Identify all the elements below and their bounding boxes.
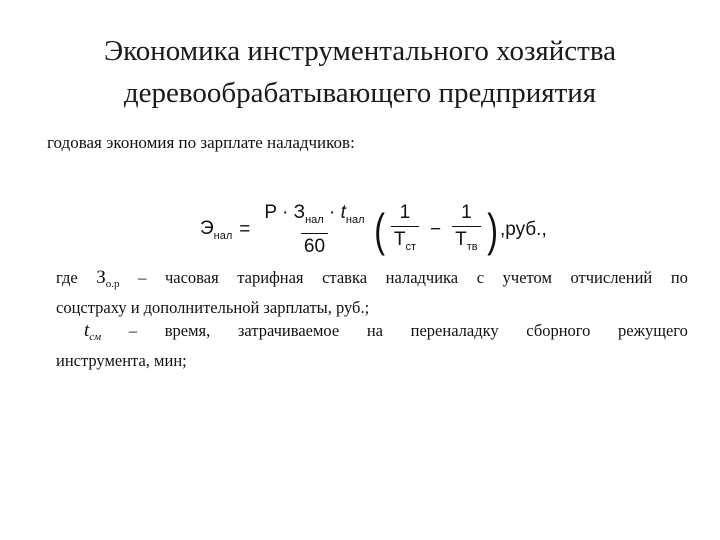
word: на [366,321,383,340]
word: где [56,268,78,287]
word: по [670,268,688,287]
variable-z-or: $З_{о.р}$ [96,267,120,290]
formula-minus: − [430,219,442,240]
title-line-2: деревообрабатывающего предприятия [123,77,597,109]
word: отчислений [570,268,653,287]
explanation-line-2: соцстраху и дополнительной зарплаты, руб.; [56,298,370,317]
savings-formula [200,200,547,260]
open-paren: ( [373,204,385,256]
fraction-2-numerator: 1 [461,202,472,223]
explanation-block [56,266,688,372]
close-paren: ) [486,204,498,256]
word: с [476,268,485,287]
fraction-2-denominator: $Т_{тв}$ [452,226,481,258]
fraction-1 [391,202,419,258]
word: учетом [502,268,552,287]
explanation-line-4: инструмента, мин; [56,351,187,370]
word: переналадку [410,321,499,340]
word: часовая [164,268,219,287]
word: тарифная [237,268,304,287]
word: время, [164,321,211,340]
formula-main-fraction [261,202,367,258]
slide-title [40,30,680,114]
explanation-line-1 [56,266,688,296]
main-denominator: 60 [301,233,328,258]
word: ставка [322,268,368,287]
word: сборного [526,321,591,340]
fraction-1-numerator: 1 [399,202,411,223]
formula-unit: ,руб., [499,219,547,240]
explanation-line-3 [56,319,688,349]
fraction-1-denominator: $Т_{ст}$ [391,226,419,258]
variable-t-sm: $t_{см}$ [84,320,102,343]
word: – [128,321,138,340]
word: наладчика [385,268,459,287]
formula-lhs: $Э_{нал}$ [200,218,233,242]
main-numerator: $P \cdot З_{нал} \cdot t_{нал}$ [264,202,365,226]
title-line-1: Экономика инструментального хозяйства [103,35,617,67]
word: – [138,268,147,287]
formula-equals: = [239,219,251,240]
word: затрачиваемое [237,321,340,340]
word: режущего [618,321,688,340]
intro-text: годовая экономия по зарплате наладчиков: [47,133,355,152]
fraction-2 [452,202,481,258]
